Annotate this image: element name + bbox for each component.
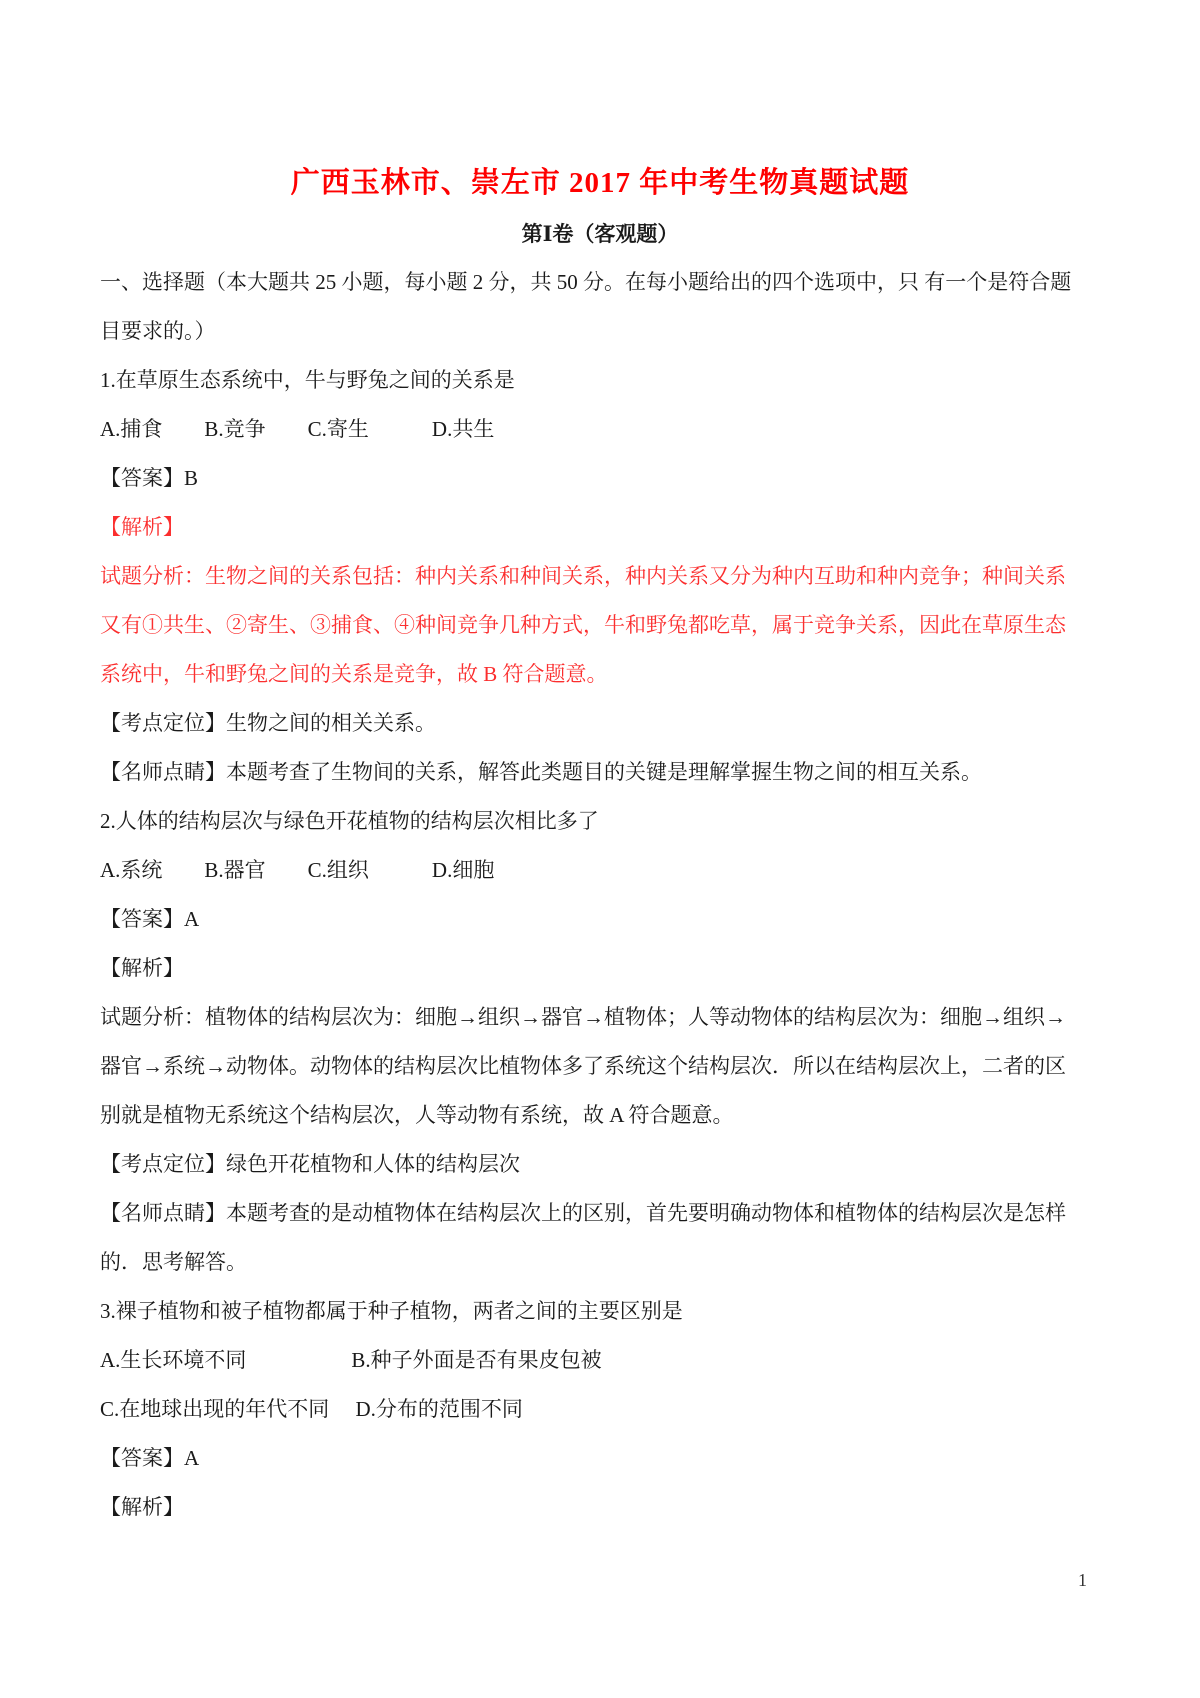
question-3-options-line-1: A.生长环境不同 B.种子外面是否有果皮包被	[100, 1348, 602, 1372]
question-2-teacher-tip-line-1: 【名师点睛】本题考查的是动植物体在结构层次上的区别，首先要明确动物体和植物体的结构层次是怎样	[100, 1201, 1066, 1225]
intro-line-2: 目要求的。）	[100, 319, 216, 343]
question-2-teacher-tip-line-2: 的．思考解答。	[100, 1250, 247, 1274]
question-1-exam-point: 【考点定位】生物之间的相关关系。	[100, 711, 436, 735]
question-2-text: 2.人体的结构层次与绿色开花植物的结构层次相比多了	[100, 809, 599, 833]
question-1-analysis-label: 【解析】	[100, 515, 184, 539]
question-2-analysis-line-1: 试题分析：植物体的结构层次为：细胞→组织→器官→植物体；人等动物体的结构层次为：细胞→组织→	[100, 1005, 1066, 1029]
question-3-text: 3.裸子植物和被子植物都属于种子植物，两者之间的主要区别是	[100, 1299, 683, 1323]
question-1-options: A.捕食 B.竞争 C.寄生 D.共生	[100, 417, 495, 441]
question-1-analysis-line-1: 试题分析：生物之间的关系包括：种内关系和种间关系，种内关系又分为种内互助和种内竞争；种间关系	[100, 564, 1066, 588]
question-1-teacher-tip: 【名师点睛】本题考查了生物间的关系，解答此类题目的关键是理解掌握生物之间的相互关系。	[100, 760, 982, 784]
question-1-analysis-line-3: 系统中，牛和野兔之间的关系是竞争，故 B 符合题意。	[100, 662, 608, 686]
question-3-options-line-2: C.在地球出现的年代不同 D.分布的范围不同	[100, 1397, 523, 1421]
page-number: 1	[1078, 1570, 1087, 1590]
question-2-analysis-line-2: 器官→系统→动物体。动物体的结构层次比植物体多了系统这个结构层次．所以在结构层次上，二者的区	[100, 1054, 1066, 1078]
document-body	[100, 258, 1112, 1532]
question-2-answer: 【答案】A	[100, 907, 200, 931]
question-1-analysis-line-2: 又有①共生、②寄生、③捕食、④种间竞争几种方式，牛和野兔都吃草，属于竞争关系，因此在草原生态	[100, 613, 1066, 637]
question-3-analysis-label: 【解析】	[100, 1495, 184, 1519]
question-3-answer: 【答案】A	[100, 1446, 200, 1470]
intro-line-1: 一、选择题（本大题共 25 小题，每小题 2 分，共 50 分。在每小题给出的四个选项中，只 有一个是符合题	[100, 270, 1072, 294]
question-2-options: A.系统 B.器官 C.组织 D.细胞	[100, 858, 495, 882]
question-2-analysis-line-3: 别就是植物无系统这个结构层次，人等动物有系统，故 A 符合题意。	[100, 1103, 734, 1127]
question-2-analysis-label: 【解析】	[100, 956, 184, 980]
question-1-text: 1.在草原生态系统中，牛与野兔之间的关系是	[100, 368, 515, 392]
section-heading: 第Ⅰ卷（客观题）	[521, 222, 679, 246]
question-2-exam-point: 【考点定位】绿色开花植物和人体的结构层次	[100, 1152, 520, 1176]
question-1-answer: 【答案】B	[100, 466, 199, 490]
document-title: 广西玉林市、崇左市 2017 年中考生物真题试题	[290, 167, 910, 199]
